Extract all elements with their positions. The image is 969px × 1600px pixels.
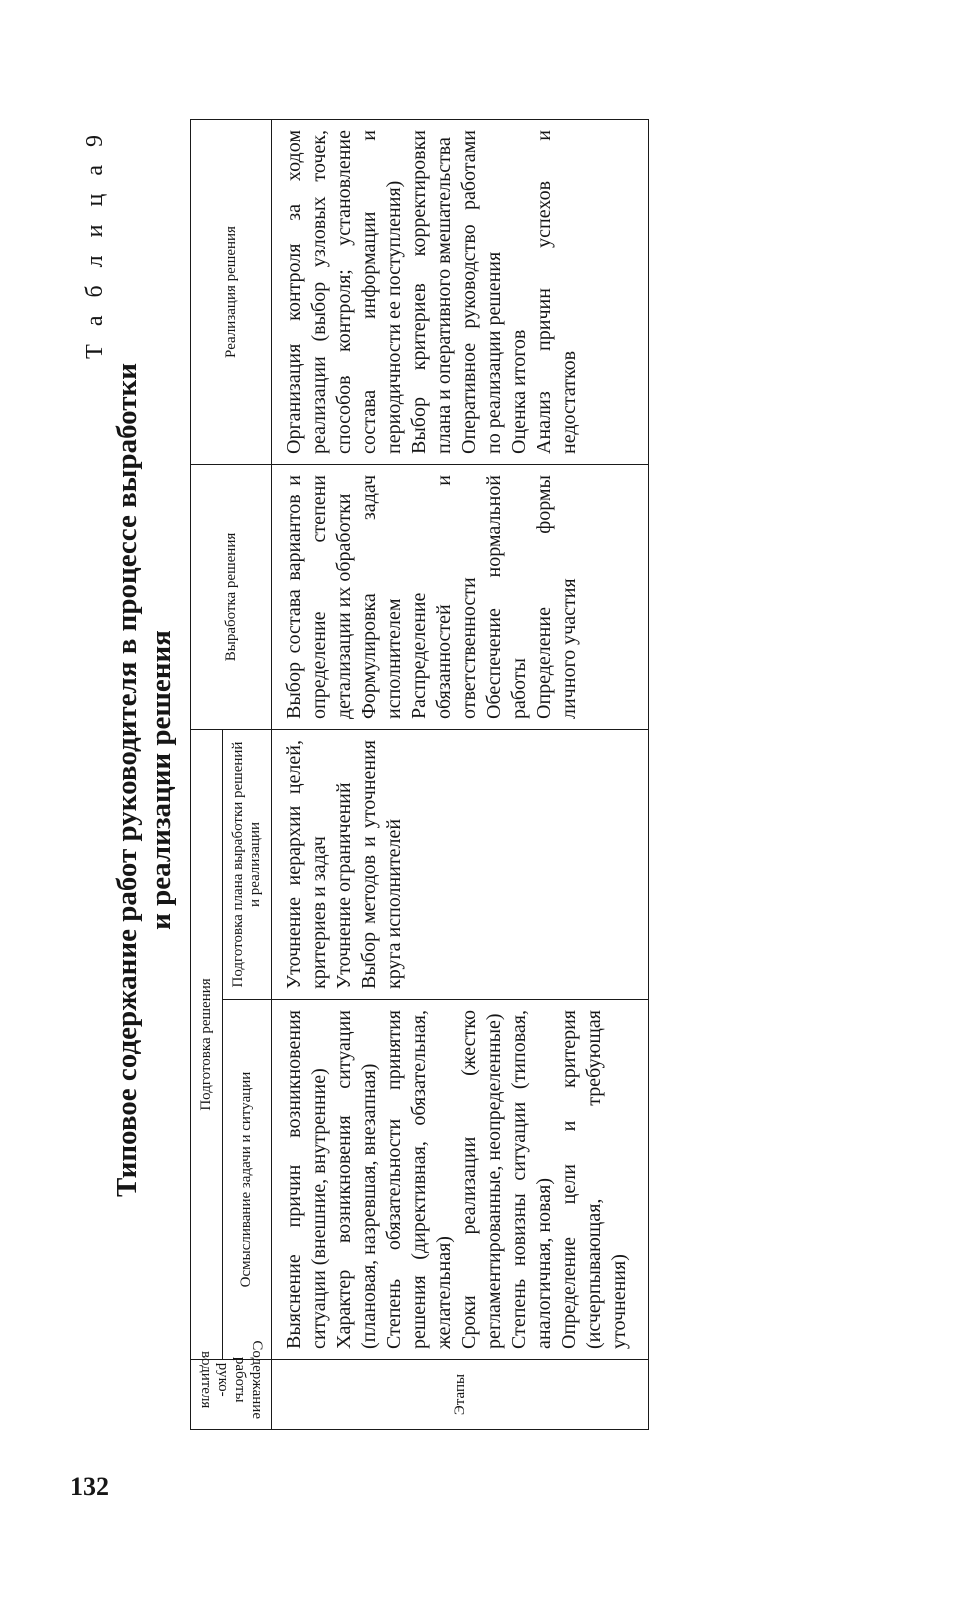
table-body-row (272, 120, 649, 1430)
row-header-content (191, 1340, 272, 1430)
list-item: Выбор методов и уточнения круга исполнителей (358, 740, 405, 989)
list-item: Характер возникновения ситуации (плановая, назревшая, внезапная) (333, 1010, 380, 1349)
list-item: Распределение обязанностей и ответственности (408, 475, 480, 719)
list-item: Анализ причин успехов и недостатков (533, 130, 580, 454)
list-item: Степень новизны ситуации (типовая, аналогичная, новая) (508, 1010, 555, 1349)
column-header-implementation: Реализация решения (191, 120, 272, 465)
cell-plan (272, 730, 649, 1000)
row-header-stages: Этапы (272, 1360, 649, 1430)
list-item: Выбор состава вариантов и определение степени детализации их обработки (283, 475, 355, 719)
list-item: Оценка итогов (508, 329, 530, 454)
list-item: Уточнение иерархии целей, критериев и задач (283, 740, 330, 989)
list-item: Выяснение причин возникновения ситуации (внешние, внутренние) (283, 1010, 330, 1349)
list-item: Выбор критериев корректировки плана и оперативного вмешательства (408, 130, 455, 454)
list-item: Оперативное руководство работами по реализации решения (458, 130, 505, 454)
cell-development (272, 465, 649, 730)
cell-understanding (272, 1000, 649, 1360)
page-number: 132 (70, 1472, 109, 1501)
list-item: Определение цели и критерия (исчерпывающая, требующая уточнения) (558, 1010, 630, 1349)
list-item: Обеспечение нормальной работы (483, 475, 530, 719)
group-header-preparation: Подготовка решения (191, 730, 223, 1360)
row-header-content-text: Содержание работы руко-водителя (198, 1340, 265, 1419)
list-item: Сроки реализации (жестко регламентированные, неопределенные) (458, 1010, 505, 1349)
table-label: Т а б л и ц а 9 (82, 129, 108, 359)
cell-implementation (272, 120, 649, 465)
list-item: Организация контроля за ходом реализации (выбор узловых точек, способов контроля; установление состава информации и периодичности ее поступления) (283, 130, 405, 454)
column-header-development: Выработка решения (191, 465, 272, 730)
column-header-plan: Подготовка плана выработки решений и реализации (222, 730, 271, 1000)
column-header-understanding: Осмысливание задачи и ситуации (222, 1000, 271, 1360)
list-item: Определение формы личного участия (533, 475, 580, 719)
list-item: Уточнение ограничений (333, 782, 355, 989)
table-header-row-1 (191, 120, 223, 1430)
list-item: Степень обязательности принятия решения (директивная, обязательная, желательная) (383, 1010, 455, 1349)
table-title (110, 105, 178, 1455)
stages-table (190, 119, 649, 1430)
table-title-line-1: Типовое содержание работ руководителя в процессе выработки (111, 363, 143, 1197)
rotated-page-content (60, 105, 890, 1455)
list-item: Формулировка задач исполнителем (358, 475, 405, 719)
table-title-line-2: и реализации решения (145, 630, 177, 930)
